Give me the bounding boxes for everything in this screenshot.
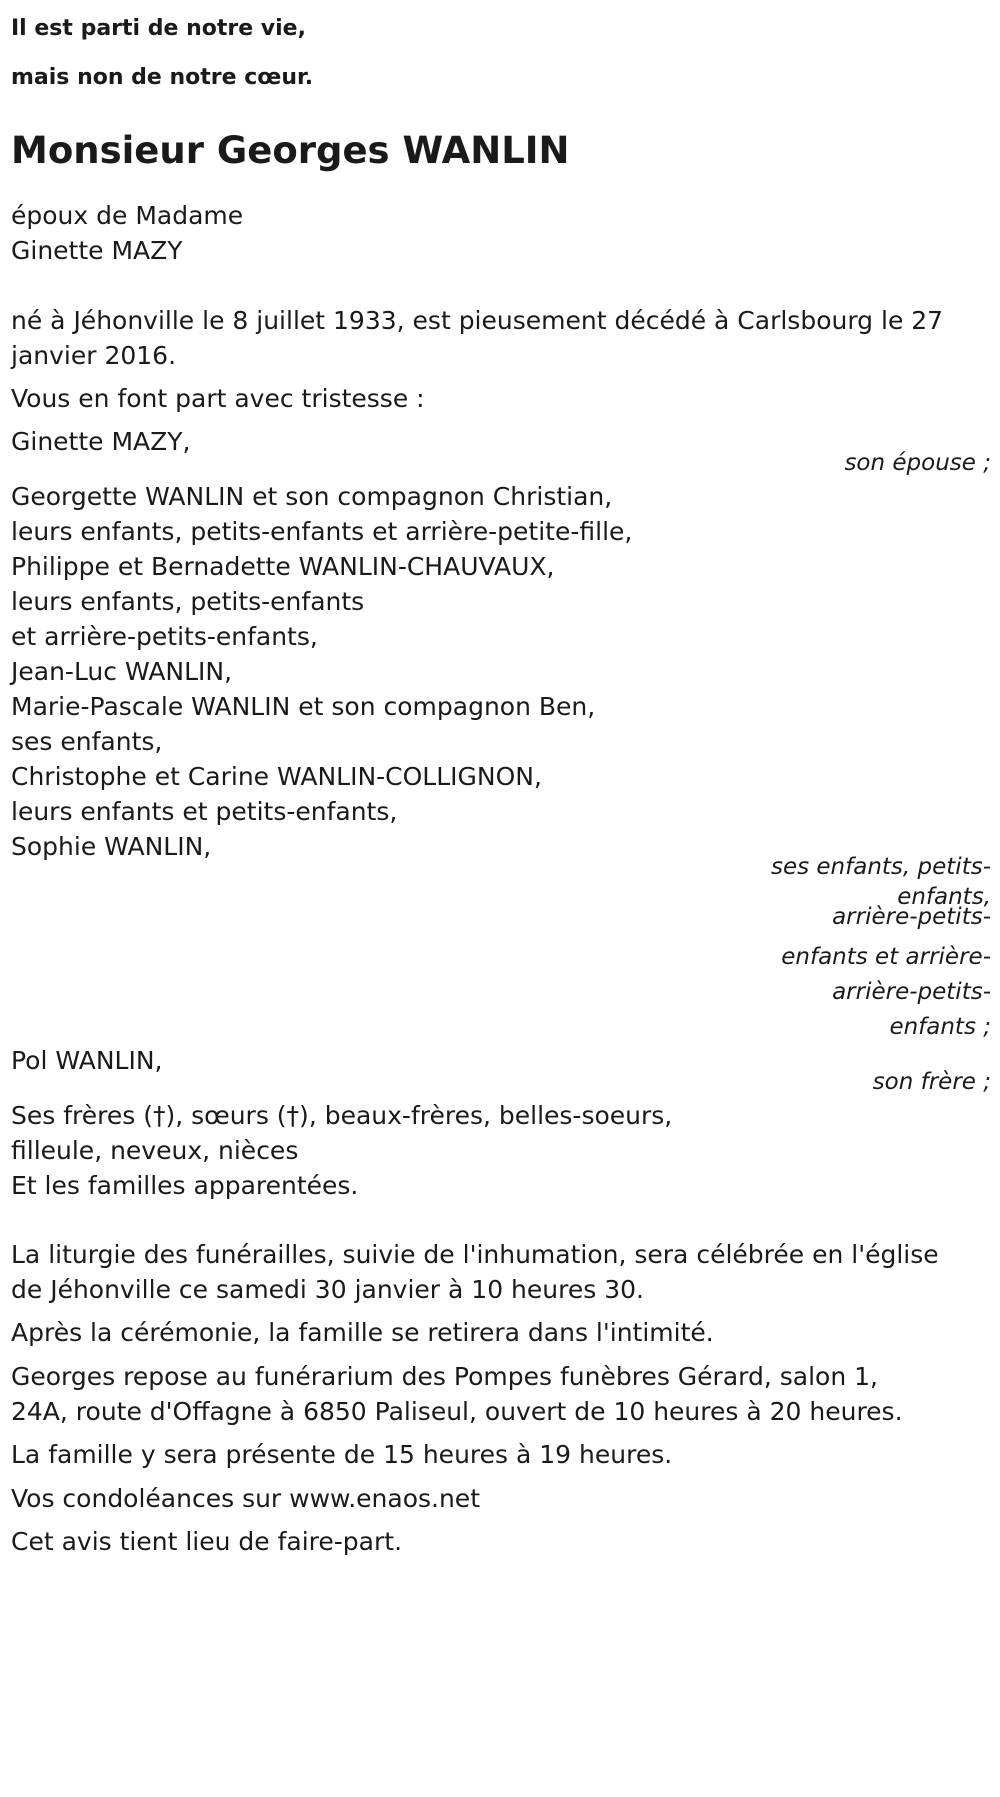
rest-line-1: Georges repose au funérarium des Pompes funèbres Gérard, salon 1,	[11, 1362, 878, 1391]
brother-name: Pol WANLIN,	[11, 1046, 163, 1075]
child-line: leurs enfants et petits-enfants,	[11, 797, 398, 826]
children-role-line: enfants ;	[889, 1014, 991, 1040]
widow-name: Ginette MAZY,	[11, 427, 191, 456]
children-role-line: enfants et arrière-	[781, 944, 991, 970]
family-presence: La famille y sera présente de 15 heures à 19 heures.	[11, 1440, 673, 1469]
condolences: Vos condoléances sur www.enaos.net	[11, 1484, 480, 1513]
spouse-line-2: Ginette MAZY	[11, 236, 183, 265]
children-role-line: arrière-petits-	[832, 904, 991, 930]
deceased-name: Monsieur Georges WANLIN	[11, 129, 570, 172]
child-line: Sophie WANLIN,	[11, 832, 212, 861]
child-line: et arrière-petits-enfants,	[11, 622, 318, 651]
notice-footer: Cet avis tient lieu de faire-part.	[11, 1527, 403, 1556]
children-role-line: ses enfants, petits-	[770, 854, 991, 880]
motto-line-1: Il est parti de notre vie,	[11, 16, 306, 41]
child-line: Jean-Luc WANLIN,	[11, 657, 233, 686]
birth-death-line-1: né à Jéhonville le 8 juillet 1933, est pieusement décédé à Carlsbourg le 27	[11, 306, 944, 335]
child-line: ses enfants,	[11, 727, 163, 756]
child-line: Marie-Pascale WANLIN et son compagnon Ben,	[11, 692, 596, 721]
child-line: Christophe et Carine WANLIN-COLLIGNON,	[11, 762, 542, 791]
liturgy-line-1: La liturgie des funérailles, suivie de l'inhumation, sera célébrée en l'église	[11, 1240, 939, 1269]
rest-line-2: 24A, route d'Offagne à 6850 Paliseul, ouvert de 10 heures à 20 heures.	[11, 1397, 903, 1426]
others-line-3: Et les familles apparentées.	[11, 1171, 359, 1200]
others-line-1: Ses frères (†), sœurs (†), beaux-frères, belles-soeurs,	[11, 1101, 673, 1130]
motto-line-2: mais non de notre cœur.	[11, 65, 314, 90]
spouse-line-1: époux de Madame	[11, 201, 244, 230]
widow-role: son épouse ;	[844, 450, 991, 476]
children-role	[741, 847, 991, 1042]
child-line: leurs enfants, petits-enfants et arrière-petite-fille,	[11, 517, 633, 546]
after-ceremony: Après la cérémonie, la famille se retirera dans l'intimité.	[11, 1318, 714, 1347]
children-role-line: enfants,	[897, 884, 991, 910]
child-line: Georgette WANLIN et son compagnon Christian,	[11, 482, 613, 511]
child-line: leurs enfants, petits-enfants	[11, 587, 365, 616]
child-line: Philippe et Bernadette WANLIN-CHAUVAUX,	[11, 552, 555, 581]
liturgy-line-2: de Jéhonville ce samedi 30 janvier à 10 heures 30.	[11, 1275, 644, 1304]
announcement: Vous en font part avec tristesse :	[11, 384, 425, 413]
brother-role: son frère ;	[872, 1069, 991, 1095]
others-line-2: filleule, neveux, nièces	[11, 1136, 299, 1165]
children-role-line: arrière-petits-	[832, 979, 991, 1005]
birth-death-line-2: janvier 2016.	[11, 341, 177, 370]
